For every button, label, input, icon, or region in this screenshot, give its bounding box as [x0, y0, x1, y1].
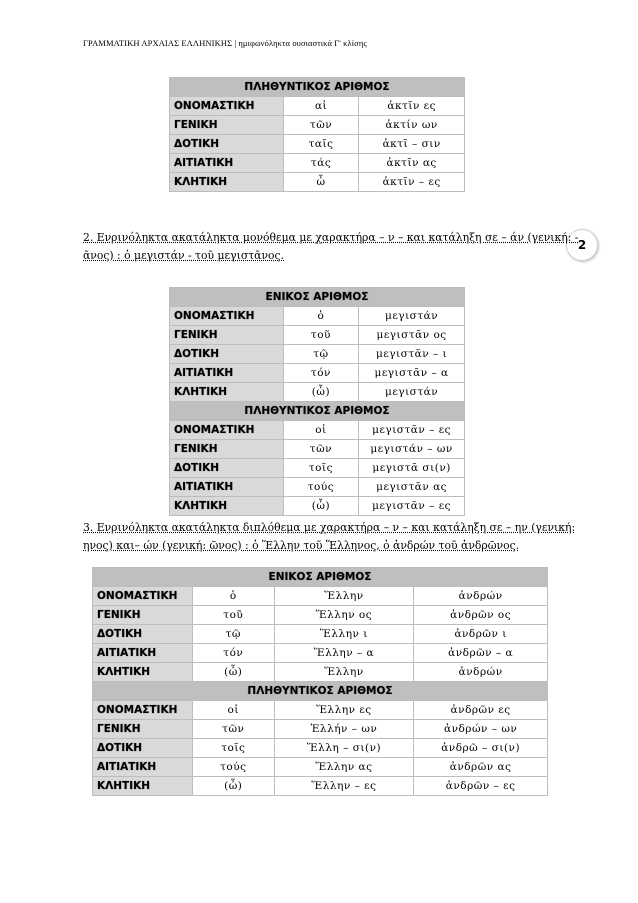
case-label: ΚΛΗΤΙΚΗ	[170, 497, 284, 516]
form-cell: ἀνδρών	[414, 587, 548, 606]
form-cell: ἀνδρῶν ες	[414, 701, 548, 720]
form-cell: Ἕλλη – σι(ν)	[274, 739, 414, 758]
case-label: ΔΟΤΙΚΗ	[93, 625, 193, 644]
case-label: ΚΛΗΤΙΚΗ	[170, 383, 284, 402]
case-label: ΟΝΟΜΑΣΤΙΚΗ	[93, 587, 193, 606]
table-row	[93, 625, 548, 644]
table-heading: ΕΝΙΚΟΣ ΑΡΙΘΜΟΣ	[93, 568, 548, 587]
article-cell: ὁ	[192, 587, 274, 606]
form-cell: ἀνδρῶν – ες	[414, 777, 548, 796]
form-cell: ἀκτῖν – ες	[359, 173, 465, 192]
form-cell: ἀκτῖν ες	[359, 97, 465, 116]
form-cell: Ἕλλην ας	[274, 758, 414, 777]
article-cell: τῷ	[283, 345, 358, 364]
form-cell: Ἕλλην – ες	[274, 777, 414, 796]
form-cell: ἀνδρῶ – σι(ν)	[414, 739, 548, 758]
article-cell: αἱ	[283, 97, 359, 116]
article-cell: οἱ	[283, 421, 358, 440]
megistan-table	[169, 287, 465, 516]
case-label: ΔΟΤΙΚΗ	[170, 345, 284, 364]
form-cell: μεγιστάν	[359, 383, 465, 402]
table-row	[170, 307, 465, 326]
article-cell: τάς	[283, 154, 359, 173]
case-label: ΓΕΝΙΚΗ	[93, 606, 193, 625]
page-number-badge: 2	[566, 229, 598, 261]
table-row	[93, 720, 548, 739]
paragraph-line: ηνος) και– ών (γενική: ῶνος) : ὁ Ἕλλην τοῦ Ἕλληνος, ὁ ἀνδρών τοῦ ἀνδρῶνος.	[83, 539, 520, 552]
case-label: ΚΛΗΤΙΚΗ	[170, 173, 284, 192]
table-row	[93, 663, 548, 682]
paragraph-line: 3. Ενρινόληκτα ακατάληκτα διπλόθεμα με χαρακτήρα – ν – και κατάληξη σε – ην (γενική:	[83, 521, 576, 534]
article-cell: τοῦ	[192, 606, 274, 625]
table-row	[170, 345, 465, 364]
form-cell: Ἕλλην ι	[274, 625, 414, 644]
table-row	[170, 135, 465, 154]
form-cell: μεγιστᾶν – ι	[359, 345, 465, 364]
form-cell: Ἑλλήν – ων	[274, 720, 414, 739]
case-label: ΑΙΤΙΑΤΙΚΗ	[170, 154, 284, 173]
form-cell: ἀκτῖν ας	[359, 154, 465, 173]
case-label: ΑΙΤΙΑΤΙΚΗ	[170, 478, 284, 497]
table-heading: ΠΛΗΘΥΝΤΙΚΟΣ ΑΡΙΘΜΟΣ	[170, 402, 465, 421]
form-cell: Ἕλλην – α	[274, 644, 414, 663]
form-cell: μεγιστᾶν – ες	[359, 421, 465, 440]
case-label: ΟΝΟΜΑΣΤΙΚΗ	[93, 701, 193, 720]
case-label: ΔΟΤΙΚΗ	[93, 739, 193, 758]
article-cell: τόν	[283, 364, 358, 383]
article-cell: τοῖς	[283, 459, 358, 478]
table-row	[170, 383, 465, 402]
table-row	[93, 758, 548, 777]
form-cell: ἀκτῖ – σιν	[359, 135, 465, 154]
table-row	[170, 421, 465, 440]
article-cell: (ὦ)	[192, 777, 274, 796]
case-label: ΑΙΤΙΑΤΙΚΗ	[93, 758, 193, 777]
form-cell: μεγιστᾶν – α	[359, 364, 465, 383]
article-cell: τοῖς	[192, 739, 274, 758]
form-cell: Ἕλλην ες	[274, 701, 414, 720]
case-label: ΓΕΝΙΚΗ	[170, 116, 284, 135]
article-cell: οἱ	[192, 701, 274, 720]
paragraph-line: 2. Ενρινόληκτα ακατάληκτα μονόθεμα με χαρακτήρα – ν – και κατάληξη σε – άν (γενική: -	[83, 231, 579, 244]
case-label: ΑΙΤΙΑΤΙΚΗ	[93, 644, 193, 663]
case-label: ΑΙΤΙΑΤΙΚΗ	[170, 364, 284, 383]
table-row	[93, 644, 548, 663]
form-cell: μεγιστάν	[359, 307, 465, 326]
form-cell: ἀνδρών	[414, 663, 548, 682]
case-label: ΚΛΗΤΙΚΗ	[93, 777, 193, 796]
document-header: ΓΡΑΜΜΑΤΙΚΗ ΑΡΧΑΙΑΣ ΕΛΛΗΝΙΚΗΣ | ημιφωνόληκτα ουσιαστικά Γ' κλίσης	[83, 38, 367, 48]
article-cell: τῶν	[192, 720, 274, 739]
form-cell: μεγιστάν – ων	[359, 440, 465, 459]
case-label: ΔΟΤΙΚΗ	[170, 459, 284, 478]
form-cell: ἀνδρῶν ι	[414, 625, 548, 644]
table-row	[93, 739, 548, 758]
form-cell: μεγιστᾶν ας	[359, 478, 465, 497]
table-row	[93, 587, 548, 606]
article-cell: τῶν	[283, 440, 358, 459]
table-row	[170, 440, 465, 459]
table-row	[170, 326, 465, 345]
case-label: ΔΟΤΙΚΗ	[170, 135, 284, 154]
article-cell: τούς	[192, 758, 274, 777]
table-heading: ΠΛΗΘΥΝΤΙΚΟΣ ΑΡΙΘΜΟΣ	[93, 682, 548, 701]
form-cell: ἀνδρών – ων	[414, 720, 548, 739]
table-row	[170, 497, 465, 516]
form-cell: μεγιστᾶν ος	[359, 326, 465, 345]
case-label: ΓΕΝΙΚΗ	[93, 720, 193, 739]
table-row	[170, 173, 465, 192]
table-row	[170, 116, 465, 135]
article-cell: τόν	[192, 644, 274, 663]
paragraph-line: ᾶνος) : ὁ μεγιστάν - τοῦ μεγιστᾶνος.	[83, 249, 284, 262]
ellin-andron-table	[92, 567, 548, 796]
table-row	[93, 701, 548, 720]
form-cell: μεγιστᾶν – ες	[359, 497, 465, 516]
article-cell: τούς	[283, 478, 358, 497]
plural-table-akt	[169, 77, 465, 192]
case-label: ΓΕΝΙΚΗ	[170, 326, 284, 345]
table-row	[93, 606, 548, 625]
table-row	[170, 97, 465, 116]
article-cell: ὦ	[283, 173, 359, 192]
table-row	[93, 777, 548, 796]
article-cell: ταῖς	[283, 135, 359, 154]
case-label: ΟΝΟΜΑΣΤΙΚΗ	[170, 307, 284, 326]
form-cell: Ἕλλην ος	[274, 606, 414, 625]
article-cell: (ὦ)	[192, 663, 274, 682]
table-heading: ΠΛΗΘΥΝΤΙΚΟΣ ΑΡΙΘΜΟΣ	[170, 78, 465, 97]
article-cell: τῷ	[192, 625, 274, 644]
form-cell: ἀκτίν ων	[359, 116, 465, 135]
case-label: ΟΝΟΜΑΣΤΙΚΗ	[170, 421, 284, 440]
form-cell: μεγιστᾶ σι(ν)	[359, 459, 465, 478]
article-cell: (ὦ)	[283, 497, 358, 516]
form-cell: ἀνδρῶν ος	[414, 606, 548, 625]
case-label: ΟΝΟΜΑΣΤΙΚΗ	[170, 97, 284, 116]
article-cell: (ὦ)	[283, 383, 358, 402]
form-cell: ἀνδρῶν ας	[414, 758, 548, 777]
table-heading: ΕΝΙΚΟΣ ΑΡΙΘΜΟΣ	[170, 288, 465, 307]
form-cell: ἀνδρῶν – α	[414, 644, 548, 663]
section-3-paragraph	[83, 519, 576, 555]
table-row	[170, 459, 465, 478]
table-row	[170, 154, 465, 173]
form-cell: Ἕλλην	[274, 663, 414, 682]
article-cell: τῶν	[283, 116, 359, 135]
form-cell: Ἕλλην	[274, 587, 414, 606]
article-cell: τοῦ	[283, 326, 358, 345]
table-row	[170, 364, 465, 383]
case-label: ΚΛΗΤΙΚΗ	[93, 663, 193, 682]
section-2-paragraph	[83, 229, 579, 265]
table-row	[170, 478, 465, 497]
article-cell: ὁ	[283, 307, 358, 326]
case-label: ΓΕΝΙΚΗ	[170, 440, 284, 459]
